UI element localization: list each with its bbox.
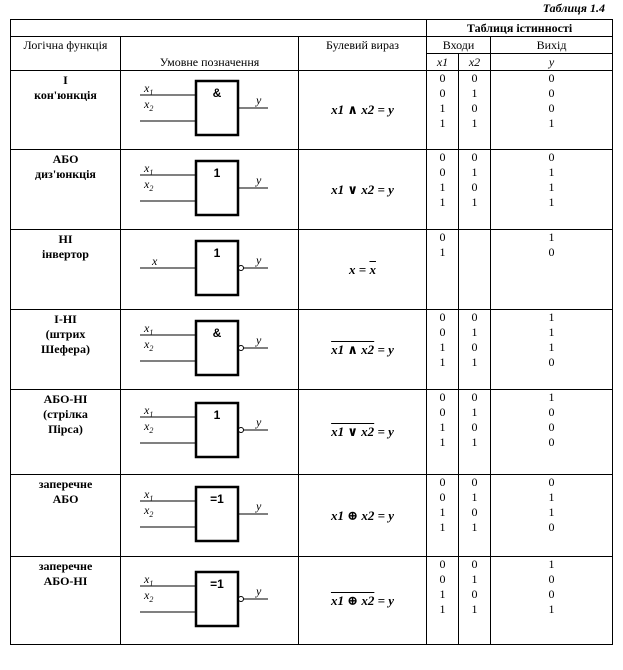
boolean-expression-cell xyxy=(299,557,427,645)
truth-value: 1 xyxy=(471,490,478,504)
truth-value: 0 xyxy=(439,310,446,324)
function-name-line: АБО xyxy=(52,492,79,506)
gate-row xyxy=(11,390,613,475)
symbol-cell xyxy=(121,150,299,230)
truth-value: 0 xyxy=(548,420,555,434)
gate-label: =1 xyxy=(209,576,224,591)
function-name-cell xyxy=(11,475,121,557)
truth-value: 0 xyxy=(439,71,446,85)
function-name-cell xyxy=(11,310,121,390)
gate-row xyxy=(11,557,613,645)
symbol-cell xyxy=(121,475,299,557)
function-name-line: НІ xyxy=(58,232,73,246)
output-label-y: y xyxy=(255,252,261,267)
gate-label: & xyxy=(212,86,221,100)
truth-value: 0 xyxy=(471,150,478,164)
output-label-y: y xyxy=(255,172,261,187)
truth-value: 0 xyxy=(548,86,555,100)
gate-symbol xyxy=(130,75,290,141)
function-name-cell xyxy=(11,390,121,475)
truth-value: 0 xyxy=(548,71,555,85)
truth-value: 1 xyxy=(439,245,446,259)
truth-value: 0 xyxy=(548,405,555,419)
truth-value: 0 xyxy=(471,505,478,519)
truth-value: 0 xyxy=(439,86,446,100)
truth-value: 0 xyxy=(439,490,446,504)
output-label-y: y xyxy=(255,332,261,347)
truth-value: 1 xyxy=(548,340,555,354)
truth-value: 1 xyxy=(548,195,555,209)
truth-value: 0 xyxy=(548,101,555,115)
truth-value: 1 xyxy=(471,602,478,616)
truth-column-x1 xyxy=(427,557,459,645)
inversion-bubble xyxy=(238,596,243,601)
function-name-line: диз'юнкція xyxy=(35,167,96,181)
truth-value: 1 xyxy=(439,195,446,209)
inversion-bubble xyxy=(238,428,243,433)
input-label-x2: $x_2$ xyxy=(143,97,153,113)
output-label-y: y xyxy=(255,415,261,429)
boolean-expression-cell xyxy=(299,71,427,150)
truth-value: 1 xyxy=(548,230,555,244)
truth-value: 0 xyxy=(439,405,446,419)
boolean-expression-cell xyxy=(299,475,427,557)
gate-row xyxy=(11,475,613,557)
truth-value: 0 xyxy=(471,101,478,115)
boolean-expression-cell xyxy=(299,390,427,475)
function-name-line: I xyxy=(63,73,68,87)
symbol-cell xyxy=(121,557,299,645)
input-label-x1: $x_1$ xyxy=(143,320,153,337)
function-name-line: Пірса) xyxy=(48,422,83,436)
input-label-x1: $x_1$ xyxy=(143,403,153,419)
truth-value: 1 xyxy=(548,116,555,130)
boolean-expression-cell xyxy=(299,150,427,230)
truth-value: 1 xyxy=(439,520,446,534)
expression-overline: x1 ⊕ x2 xyxy=(330,592,375,608)
truth-value: 0 xyxy=(439,557,446,571)
truth-column-x1 xyxy=(427,475,459,557)
gate-label: 1 xyxy=(213,408,220,422)
gate-label: 1 xyxy=(213,245,220,260)
function-name-cell xyxy=(11,150,121,230)
function-name-line: АБО-НІ xyxy=(43,574,88,588)
header-symbol: Умовне позначення xyxy=(121,37,299,71)
truth-value: 0 xyxy=(439,165,446,179)
truth-value: 1 xyxy=(471,165,478,179)
truth-value: 0 xyxy=(548,245,555,259)
truth-value: 1 xyxy=(471,355,478,369)
gate-row xyxy=(11,230,613,310)
truth-value: 1 xyxy=(471,116,478,130)
expression-text: = y xyxy=(374,341,394,357)
truth-value: 1 xyxy=(548,180,555,194)
header-truth-table: Таблиця істинності xyxy=(427,20,613,37)
truth-value: 0 xyxy=(471,475,478,489)
function-name-line: АБО-НІ xyxy=(43,392,88,406)
gate-row xyxy=(11,150,613,230)
truth-column-x2 xyxy=(459,557,491,645)
truth-column-x1 xyxy=(427,150,459,230)
gate-row xyxy=(11,310,613,390)
truth-column-x2 xyxy=(459,310,491,390)
symbol-cell xyxy=(121,71,299,150)
expression-text: x1 ∧ x2 = y xyxy=(331,102,394,117)
truth-value: 1 xyxy=(548,557,555,571)
gate-label: =1 xyxy=(209,491,224,506)
function-name-line: АБО xyxy=(52,152,79,166)
gate-symbol xyxy=(130,235,290,301)
symbol-cell xyxy=(121,390,299,475)
truth-column-x2 xyxy=(459,71,491,150)
output-label-y: y xyxy=(255,498,261,513)
truth-column-y xyxy=(491,150,613,230)
expression-text: = y xyxy=(374,592,395,608)
input-label-x2: $x_2$ xyxy=(143,176,153,193)
truth-value: 0 xyxy=(439,572,446,586)
input-label-x1: $x_1$ xyxy=(143,81,153,97)
input-label-x1: $x_1$ xyxy=(143,486,153,503)
boolean-expression-cell xyxy=(299,310,427,390)
truth-column-y xyxy=(491,475,613,557)
table-body xyxy=(11,71,613,645)
header-output: Вихід xyxy=(491,37,613,54)
truth-value: 1 xyxy=(548,390,555,404)
truth-value: 0 xyxy=(439,150,446,164)
truth-value: 0 xyxy=(439,325,446,339)
truth-value: 1 xyxy=(439,435,446,449)
input-label-x1: $x_1$ xyxy=(143,160,153,177)
truth-value: 1 xyxy=(471,325,478,339)
header-inputs: Входи xyxy=(427,37,491,54)
gate-label: & xyxy=(212,325,221,340)
gate-symbol xyxy=(130,566,290,632)
truth-value: 0 xyxy=(548,435,555,449)
gate-row xyxy=(11,71,613,150)
truth-value: 0 xyxy=(471,340,478,354)
truth-value: 0 xyxy=(471,420,478,434)
inversion-bubble xyxy=(238,345,243,350)
truth-column-x1 xyxy=(427,230,459,310)
expression-overline: x1 ∨ x2 xyxy=(331,424,375,439)
truth-value: 0 xyxy=(439,230,446,244)
truth-value: 0 xyxy=(548,355,555,369)
truth-value: 1 xyxy=(471,520,478,534)
gate-symbol xyxy=(130,155,290,221)
truth-value: 1 xyxy=(471,86,478,100)
truth-value: 1 xyxy=(439,355,446,369)
output-label-y: y xyxy=(255,583,261,598)
truth-value: 1 xyxy=(439,420,446,434)
input-label-x: x xyxy=(151,253,157,268)
truth-column-x1 xyxy=(427,71,459,150)
truth-value: 1 xyxy=(439,180,446,194)
function-name-cell xyxy=(11,71,121,150)
truth-value: 1 xyxy=(439,116,446,130)
logic-gates-table xyxy=(10,19,613,645)
truth-value: 1 xyxy=(471,195,478,209)
input-label-x2: $x_2$ xyxy=(143,587,153,604)
truth-column-y xyxy=(491,310,613,390)
header-logic-function: Логічна функція xyxy=(11,37,121,71)
header-x1: x1 xyxy=(427,54,459,71)
gate-symbol xyxy=(130,397,290,463)
gate-symbol xyxy=(130,315,290,381)
truth-value: 0 xyxy=(439,390,446,404)
truth-value: 0 xyxy=(471,587,478,601)
table-header xyxy=(11,20,613,71)
expression-overline: x1 ∧ x2 xyxy=(331,341,375,357)
input-label-x2: $x_2$ xyxy=(143,502,153,519)
truth-value xyxy=(459,245,490,260)
function-name-line: (штрих xyxy=(45,327,86,341)
truth-value: 1 xyxy=(548,490,555,504)
header-x2: x2 xyxy=(459,54,491,71)
output-label-y: y xyxy=(255,93,261,107)
expression-text: x1 ∨ x2 = y xyxy=(331,181,394,197)
inversion-bubble xyxy=(238,265,243,270)
truth-value: 1 xyxy=(439,602,446,616)
gate-label: 1 xyxy=(213,165,220,180)
truth-value: 1 xyxy=(548,165,555,179)
truth-value: 0 xyxy=(548,475,555,489)
function-name-line: (стрілка xyxy=(43,407,88,421)
function-name-line: I-НІ xyxy=(54,312,77,326)
truth-value: 1 xyxy=(548,310,555,324)
truth-value: 0 xyxy=(548,520,555,534)
function-name-cell xyxy=(11,557,121,645)
truth-value: 1 xyxy=(471,572,478,586)
truth-value: 0 xyxy=(548,587,555,601)
truth-column-x1 xyxy=(427,310,459,390)
function-name-line: заперечне xyxy=(38,477,93,491)
truth-value: 0 xyxy=(439,475,446,489)
truth-value: 0 xyxy=(471,557,478,571)
truth-column-x2 xyxy=(459,475,491,557)
header-boolean-expr: Булевий вираз xyxy=(299,37,427,71)
truth-value: 1 xyxy=(439,340,446,354)
input-label-x2: $x_2$ xyxy=(143,336,153,353)
header-y: y xyxy=(491,54,613,71)
truth-column-x2 xyxy=(459,230,491,310)
function-name-line: заперечне xyxy=(38,559,93,573)
function-name-line: Шефера) xyxy=(41,342,90,356)
truth-value: 0 xyxy=(548,150,555,164)
input-label-x2: $x_2$ xyxy=(143,419,153,435)
header-spacer xyxy=(11,20,427,37)
truth-value: 1 xyxy=(439,505,446,519)
input-label-x1: $x_1$ xyxy=(143,571,153,588)
truth-value: 1 xyxy=(471,405,478,419)
truth-value: 1 xyxy=(439,587,446,601)
truth-column-x1 xyxy=(427,390,459,475)
truth-value: 0 xyxy=(471,71,478,85)
boolean-expression-cell xyxy=(299,230,427,310)
function-name-line: інвертор xyxy=(42,247,89,261)
truth-value xyxy=(459,230,490,245)
truth-column-y xyxy=(491,390,613,475)
gate-symbol xyxy=(130,481,290,547)
function-name-line: кон'юнкція xyxy=(34,88,97,102)
truth-column-x2 xyxy=(459,150,491,230)
expression-overline: $\overline{x}$ xyxy=(369,261,376,277)
expression-text: x = xyxy=(349,261,370,277)
expression-text: = y xyxy=(374,424,394,439)
symbol-cell xyxy=(121,230,299,310)
truth-value: 1 xyxy=(548,602,555,616)
truth-value: 1 xyxy=(548,325,555,339)
table-caption: Таблиця 1.4 xyxy=(542,1,605,15)
truth-value: 0 xyxy=(471,180,478,194)
truth-value: 0 xyxy=(471,310,478,324)
truth-column-y xyxy=(491,557,613,645)
truth-column-x2 xyxy=(459,390,491,475)
truth-column-y xyxy=(491,230,613,310)
symbol-cell xyxy=(121,310,299,390)
expression-text: x1 ⊕ x2 = y xyxy=(330,507,395,523)
truth-column-y xyxy=(491,71,613,150)
function-name-cell xyxy=(11,230,121,310)
truth-value: 0 xyxy=(548,572,555,586)
truth-value: 1 xyxy=(548,505,555,519)
truth-value: 1 xyxy=(439,101,446,115)
truth-value: 1 xyxy=(471,435,478,449)
truth-value: 0 xyxy=(471,390,478,404)
